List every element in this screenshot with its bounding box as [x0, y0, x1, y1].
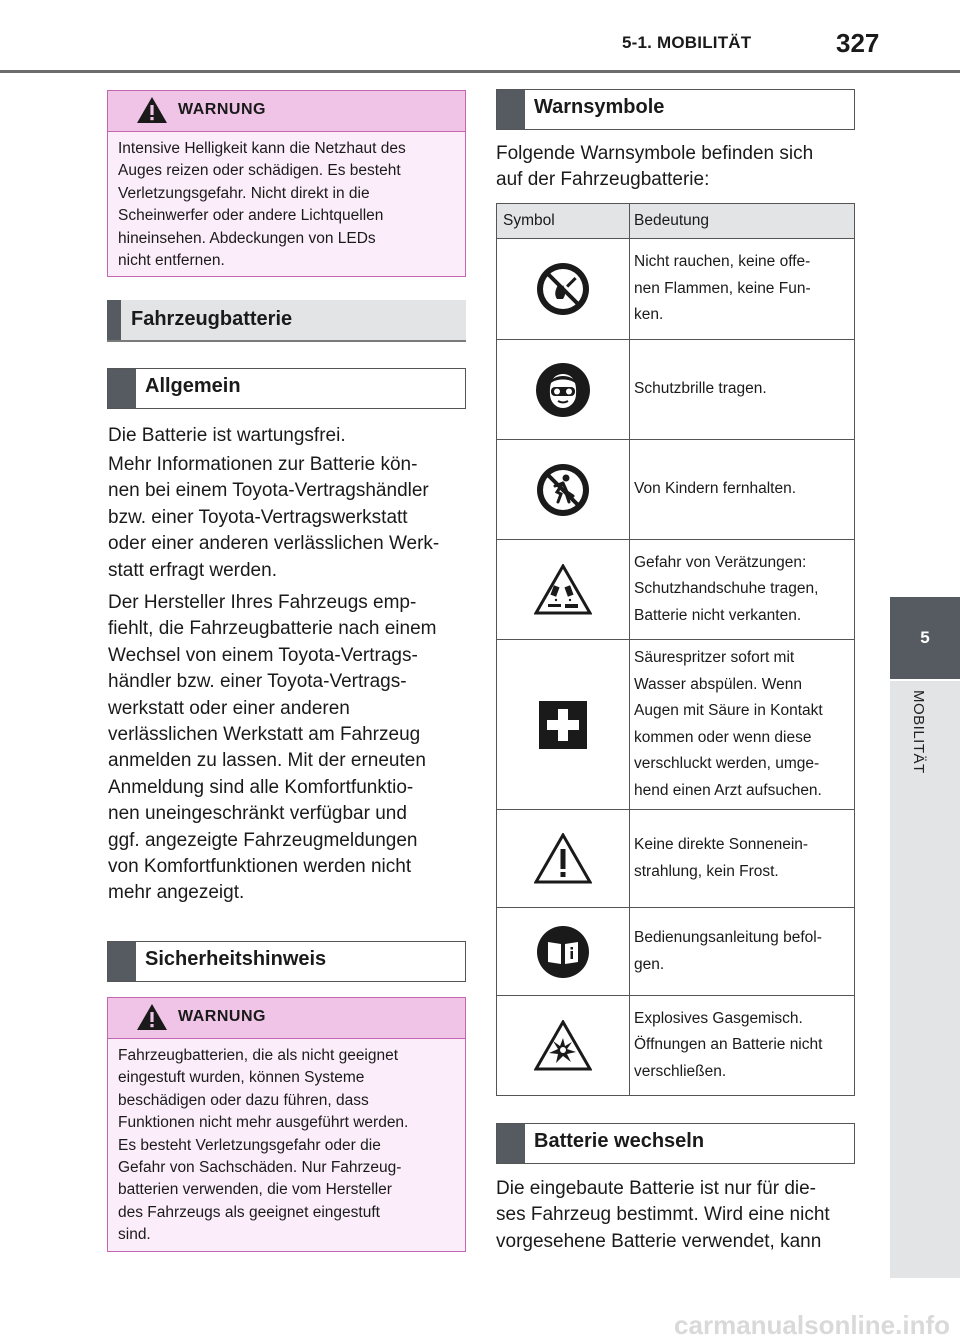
- warnsymbols-table: [496, 203, 855, 1096]
- table-row: Gefahr von Verätzungen: Schutzhandschuhe tragen, Batterie nicht verkanten.: [497, 540, 855, 640]
- header-rule: [0, 70, 960, 73]
- table-row: Säurespritzer sofort mit Wasser abspülen. Wenn Augen mit Säure in Kontakt kommen oder wenn diese verschluckt werden, umge- hend einen Arzt aufsuchen.: [497, 640, 855, 810]
- warning-box-battery: [107, 997, 466, 1252]
- general-paragraph-2: Mehr Informationen zur Batterie kön- nen bei einem Toyota-Vertragshändler bzw. einer Toyota-Vertragswerkstatt oder einer anderen verlässlichen Werk- statt erfragt werden.: [108, 454, 440, 581]
- warning-triangle-icon: [136, 95, 168, 125]
- table-header-meaning: Bedeutung: [630, 204, 855, 239]
- explosive-gas-icon: [534, 1020, 592, 1072]
- general-paragraph-3: Der Hersteller Ihres Fahrzeugs emp- fiehlt, die Fahrzeugbatterie nach einem Wechsel von einem Toyota-Vertrags- händler bzw. einer Toyota-Vertrags- werkstatt oder einer anderen verlässlichen Werkstatt am Fahrzeug anmelden zu lassen. Mit der erneuten Anmeldung sind alle Komfortfunktio- nen uneingeschränkt verfügbar und ggf. angezeigte Fahrzeugmeldungen von Komfortfunktionen werden nicht mehr angezeigt.: [108, 592, 437, 904]
- table-row: Keine direkte Sonnenein- strahlung, kein Frost.: [497, 810, 855, 908]
- table-row: Explosives Gasgemisch. Öffnungen an Batterie nicht verschließen.: [497, 996, 855, 1096]
- table-header-symbol: Symbol: [497, 204, 630, 239]
- first-aid-cross-icon: [538, 700, 588, 750]
- corrosive-hazard-icon: [534, 564, 592, 616]
- subsection-heading-general: Allgemein: [107, 368, 466, 409]
- subsection-heading-safety: Sicherheitshinweis: [107, 941, 466, 982]
- warning-box-light: [107, 90, 466, 277]
- wear-goggles-icon: [535, 362, 591, 418]
- header-section-title: 5-1. MOBILITÄT: [622, 33, 752, 52]
- warning-title: WARNUNG: [178, 1008, 266, 1025]
- section-heading-battery: Fahrzeugbatterie: [107, 300, 466, 342]
- table-row: Schutzbrille tragen.: [497, 340, 855, 440]
- keep-away-children-icon: [535, 462, 591, 518]
- chapter-label: MOBILITÄT: [910, 690, 927, 774]
- read-manual-icon: [536, 925, 590, 979]
- warning-text: Intensive Helligkeit kann die Netzhaut des Auges reizen oder schädigen. Es besteht Verletzungsgefahr. Nicht direkt in die Scheinwerfer oder andere Lichtquellen hineinsehen. Abdeckungen von LEDs nicht entfernen.: [118, 140, 406, 270]
- table-row: Bedienungsanleitung befol- gen.: [497, 908, 855, 996]
- subsection-heading-replace: Batterie wechseln: [496, 1123, 855, 1164]
- table-header-row: [497, 204, 855, 239]
- table-row: Von Kindern fernhalten.: [497, 440, 855, 540]
- table-row: Nicht rauchen, keine offe- nen Flammen, keine Fun- ken.: [497, 239, 855, 340]
- no-smoking-no-flames-icon: [535, 261, 591, 317]
- watermark: carmanualsonline.info: [674, 1310, 950, 1340]
- warning-header: [108, 91, 465, 132]
- general-warning-icon: [534, 833, 592, 885]
- page-number: 327: [836, 28, 880, 58]
- warning-title: WARNUNG: [178, 101, 266, 118]
- warnsymbols-intro: Folgende Warnsymbole befinden sich auf der Fahrzeugbatterie:: [496, 143, 814, 191]
- subsection-heading-warnsymbols: Warnsymbole: [496, 89, 855, 130]
- general-paragraph-1: Die Batterie ist wartungsfrei.: [108, 425, 346, 446]
- warning-header: [108, 998, 465, 1039]
- warning-text: Fahrzeugbatterien, die als nicht geeignet eingestuft wurden, können Systeme beschädigen oder dazu führen, dass Funktionen nicht mehr ausgeführt werden. Es besteht Verletzungsgefahr oder die Gefahr von Sachschäden. Nur Fahrzeug- batterien verwenden, die vom Hersteller des Fahrzeugs als geeignet eingestuft sind.: [118, 1047, 409, 1244]
- warning-triangle-icon: [136, 1002, 168, 1032]
- replace-paragraph: Die eingebaute Batterie ist nur für die- ses Fahrzeug bestimmt. Wird eine nicht vorgesehene Batterie verwendet, kann: [496, 1178, 830, 1252]
- chapter-tab[interactable]: 5: [890, 597, 960, 679]
